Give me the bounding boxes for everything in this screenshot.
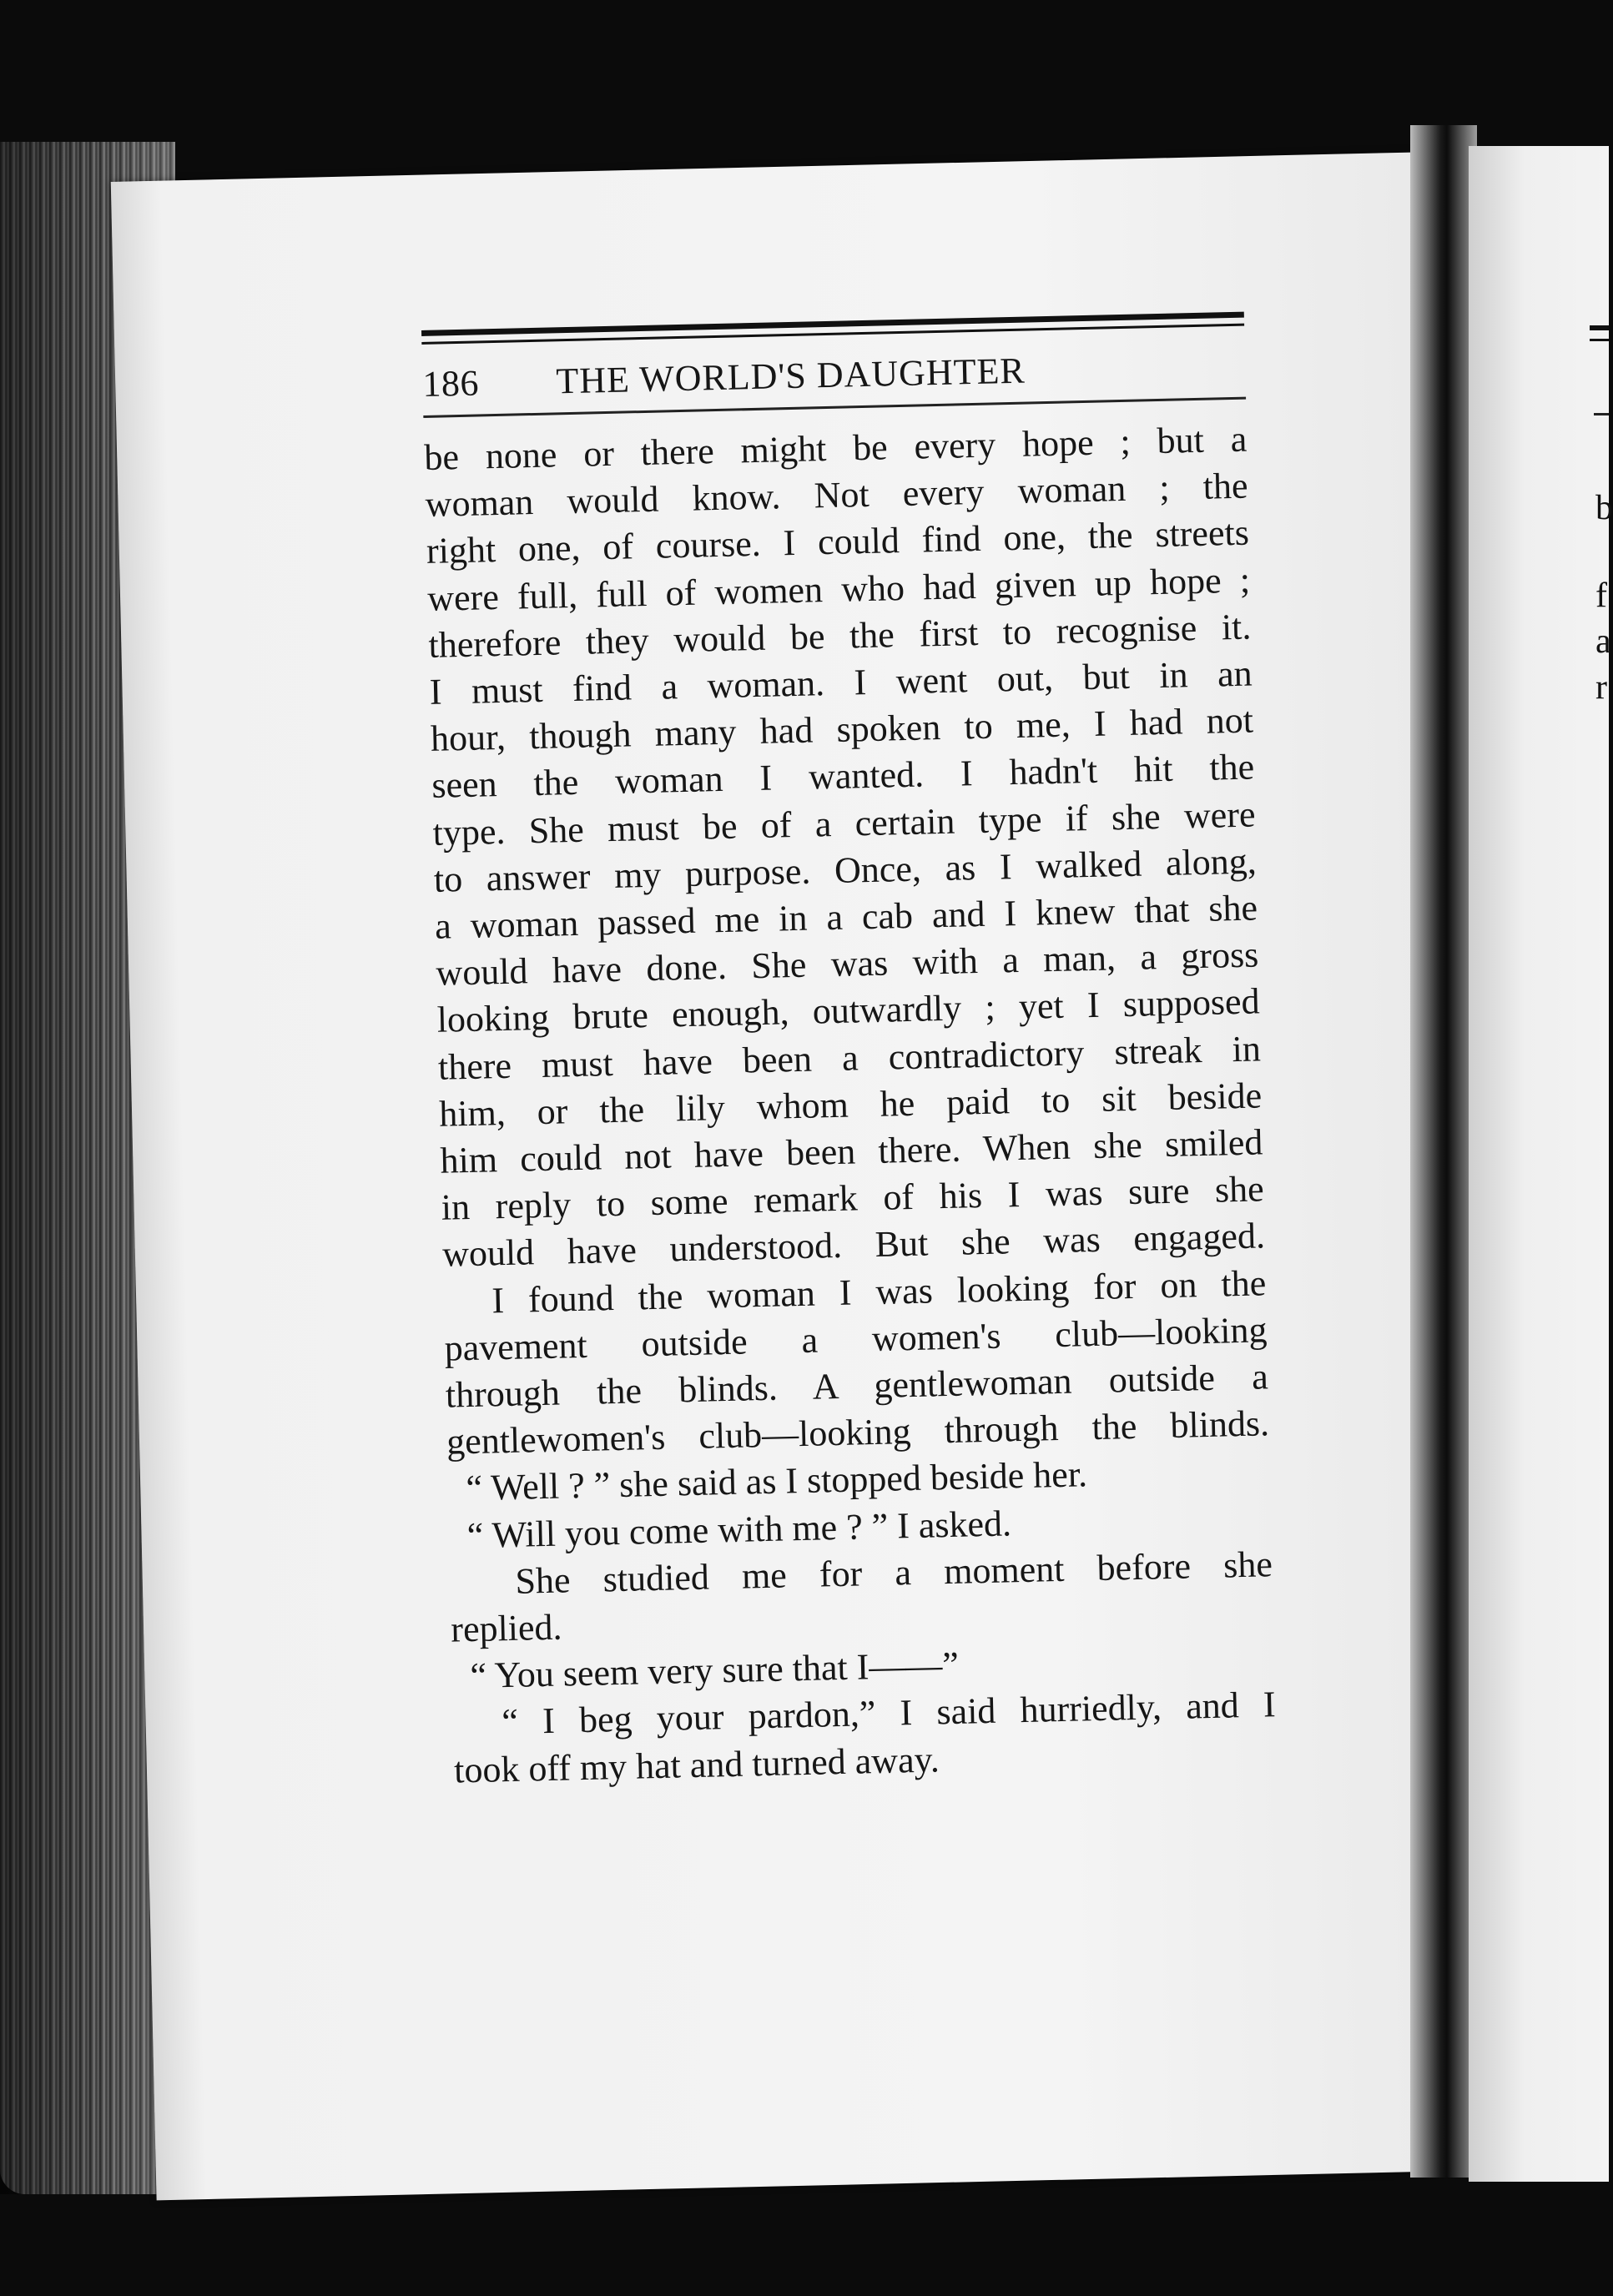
text-line: would have understood. But she was engaged. [441,1215,1266,1276]
right-page-fragment: b [1595,489,1613,527]
text-line: pavement outside a women's club—looking [444,1309,1268,1369]
right-page-fragment: a [1595,622,1611,661]
text-line: to answer my purpose. Once, as I walked along, [433,840,1258,900]
text-line: a woman passed me in a cab and I knew that she [434,887,1258,947]
text-line: She studied me for a moment before she [449,1543,1273,1604]
text-line: “ Will you come with me ? ” I asked. [448,1503,1012,1557]
running-head [422,344,1258,405]
text-line: type. She must be of a certain type if she were [432,793,1256,853]
running-title: THE WORLD'S DAUGHTER [555,350,1026,402]
text-line: hour, though many had spoken to me, I had not [430,699,1254,760]
text-line: looking brute enough, outwardly ; yet I supposed [436,980,1261,1041]
text-line: took off my hat and turned away. [453,1739,940,1791]
body-text [424,415,1289,1794]
text-line: in reply to some remark of his I was sure she [441,1168,1265,1228]
text-line: gentlewomen's club—looking through the blinds. [446,1402,1270,1463]
text-line: him, or the lily whom he paid to sit beside [438,1075,1263,1135]
text-line: woman would know. Not every woman ; the [425,465,1249,526]
right-page-fragment: r [1595,668,1607,707]
text-line: I must find a woman. I went out, but in an [429,652,1253,712]
text-line: would have done. She was with a man, a gross [435,934,1259,994]
text-line: there must have been a contradictory streak in [437,1028,1262,1088]
page-text-block [421,311,1289,1794]
text-line: “ Well ? ” she said as I stopped beside her. [446,1453,1088,1510]
page-number: 186 [421,362,480,405]
right-page-dash [1594,413,1609,415]
text-line: seen the woman I wanted. I hadn't hit the [431,746,1255,807]
text-line: “ You seem very sure that I——” [451,1644,960,1697]
right-page-rule-thin [1590,339,1609,341]
text-line: therefore they would be the first to recognise it. [428,606,1252,666]
text-line: through the blinds. A gentlewoman outside a [445,1356,1269,1416]
book-gutter [1410,125,1477,2178]
text-line: him could not have been there. When she smiled [440,1121,1263,1181]
text-line: I found the woman I was looking for on the [442,1261,1267,1322]
text-line: be none or there might be every hope ; but a [423,418,1248,478]
text-line: right one, of course. I could find one, the streets [426,511,1250,572]
text-line: replied. [450,1606,563,1650]
right-page-fragment: f [1595,577,1607,615]
right-page-rule [1590,325,1609,330]
right-page [1469,146,1609,2182]
text-line: “ I beg your pardon,” I said hurriedly, and I [452,1684,1277,1745]
text-line: were full, full of women who had given up hope ; [426,559,1251,619]
